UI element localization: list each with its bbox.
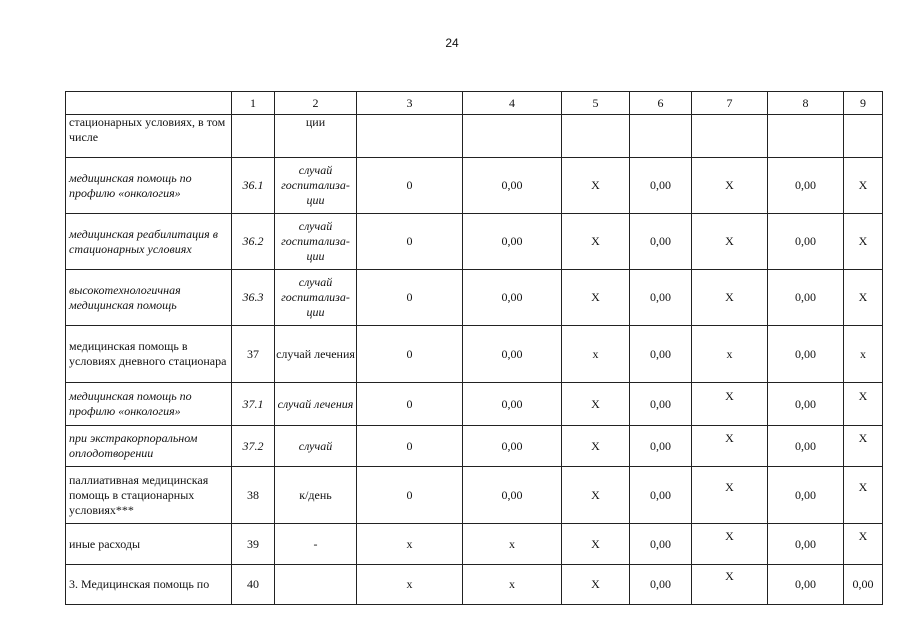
cell-text: 0 xyxy=(406,396,413,411)
cell-text: ции xyxy=(305,115,326,129)
cell-text: X xyxy=(591,234,600,248)
value-cell xyxy=(357,326,463,383)
value-cell xyxy=(630,115,692,158)
unit-cell xyxy=(275,270,357,326)
cell-text: 0,00 xyxy=(795,290,816,304)
value-cell xyxy=(692,565,768,605)
cell-text: X xyxy=(858,479,868,494)
code-cell xyxy=(232,467,275,524)
cell-text: 36.1 xyxy=(242,178,264,192)
value-cell xyxy=(463,467,562,524)
table-row xyxy=(66,326,883,383)
cell-text: X xyxy=(591,396,600,411)
row-label: 3. Медицинская помощь по xyxy=(66,565,232,605)
cell-text: X xyxy=(725,234,734,248)
cell-text: 0,00 xyxy=(795,536,816,551)
cell-text: 0,00 xyxy=(501,234,523,248)
value-cell xyxy=(562,115,630,158)
cell-text: X xyxy=(591,536,600,551)
unit-cell xyxy=(275,326,357,383)
row-label: паллиативная медицинская помощь в стационарных условиях*** xyxy=(66,467,232,524)
cell-text: X xyxy=(591,178,600,192)
cell-text: 0,00 xyxy=(501,438,523,453)
table-row xyxy=(66,270,883,326)
cell-text: x xyxy=(509,577,515,591)
value-cell xyxy=(463,326,562,383)
value-cell xyxy=(562,158,630,214)
cell-text: X xyxy=(858,178,868,192)
header-cell: 9 xyxy=(844,92,883,115)
value-cell xyxy=(630,158,692,214)
cell-text: X xyxy=(725,178,734,192)
value-cell xyxy=(844,426,883,467)
row-label: стационарных условиях, в том числе xyxy=(66,115,232,158)
value-cell xyxy=(844,115,883,158)
row-label: медицинская помощь по профилю «онкология» xyxy=(66,383,232,426)
value-cell xyxy=(562,565,630,605)
table-row xyxy=(66,214,883,270)
value-cell xyxy=(357,565,463,605)
cell-text: случай госпитализа-ции xyxy=(281,163,350,207)
cell-text: X xyxy=(725,430,734,445)
value-cell xyxy=(630,467,692,524)
cell-text: X xyxy=(725,388,734,403)
code-cell xyxy=(232,524,275,565)
cell-text: X xyxy=(858,234,868,248)
value-cell xyxy=(357,383,463,426)
unit-cell xyxy=(275,467,357,524)
cell-text: 0,00 xyxy=(650,346,671,361)
header-cell: 6 xyxy=(630,92,692,115)
header-cell: 7 xyxy=(692,92,768,115)
cell-text: X xyxy=(858,290,868,304)
cell-text: 0,00 xyxy=(501,487,523,502)
cell-text: 0,00 xyxy=(650,290,671,304)
cell-text: 0,00 xyxy=(501,178,523,192)
value-cell xyxy=(768,115,844,158)
value-cell xyxy=(630,426,692,467)
code-cell xyxy=(232,158,275,214)
cell-text: 0 xyxy=(406,234,413,248)
value-cell xyxy=(630,565,692,605)
value-cell xyxy=(844,158,883,214)
value-cell xyxy=(692,158,768,214)
cell-text: 0,00 xyxy=(650,577,671,591)
data-table xyxy=(65,91,883,605)
row-label: медицинская реабилитация в стационарных условиях xyxy=(66,214,232,270)
cell-text: 37 xyxy=(247,346,259,361)
value-cell xyxy=(844,326,883,383)
value-cell xyxy=(630,383,692,426)
cell-text: X xyxy=(591,577,600,591)
value-cell xyxy=(357,158,463,214)
value-cell xyxy=(692,383,768,426)
table-row xyxy=(66,158,883,214)
cell-text: - xyxy=(313,536,318,551)
value-cell xyxy=(630,214,692,270)
value-cell xyxy=(357,467,463,524)
value-cell xyxy=(844,270,883,326)
cell-text: случай госпитализа-ции xyxy=(281,219,350,263)
unit-cell xyxy=(275,214,357,270)
cell-text: случай госпитализа-ции xyxy=(281,275,350,319)
value-cell xyxy=(844,524,883,565)
value-cell xyxy=(357,426,463,467)
value-cell xyxy=(357,524,463,565)
cell-text: x xyxy=(406,577,413,591)
value-cell xyxy=(463,270,562,326)
value-cell xyxy=(768,565,844,605)
row-label: высокотехнологичная медицинская помощь xyxy=(66,270,232,326)
cell-text: X xyxy=(858,388,868,403)
value-cell xyxy=(844,214,883,270)
row-label: медицинская помощь по профилю «онкология» xyxy=(66,158,232,214)
value-cell xyxy=(768,270,844,326)
value-cell xyxy=(463,565,562,605)
cell-text: 36.2 xyxy=(242,234,264,248)
unit-cell xyxy=(275,115,357,158)
header-cell: 8 xyxy=(768,92,844,115)
value-cell xyxy=(562,214,630,270)
row-label: иные расходы xyxy=(66,524,232,565)
value-cell xyxy=(692,115,768,158)
value-cell xyxy=(768,383,844,426)
header-cell: 1 xyxy=(232,92,275,115)
table-row xyxy=(66,565,883,605)
header-cell: 5 xyxy=(562,92,630,115)
table-row xyxy=(66,383,883,426)
cell-text: 38 xyxy=(247,487,259,502)
cell-text: X xyxy=(858,430,868,445)
cell-text: x xyxy=(860,346,866,361)
value-cell xyxy=(562,524,630,565)
value-cell xyxy=(630,326,692,383)
cell-text: 0 xyxy=(406,178,413,192)
value-cell xyxy=(768,326,844,383)
code-cell xyxy=(232,326,275,383)
header-cell xyxy=(66,92,232,115)
unit-cell xyxy=(275,524,357,565)
value-cell xyxy=(630,524,692,565)
value-cell xyxy=(463,214,562,270)
value-cell xyxy=(692,524,768,565)
cell-text: 0,00 xyxy=(650,487,671,502)
cell-text: 39 xyxy=(247,536,259,551)
value-cell xyxy=(562,383,630,426)
unit-cell xyxy=(275,565,357,605)
row-label: при экстракорпоральном оплодотворении xyxy=(66,426,232,467)
cell-text: X xyxy=(858,528,868,543)
cell-text: 37.1 xyxy=(242,396,264,411)
value-cell xyxy=(692,326,768,383)
value-cell xyxy=(768,214,844,270)
cell-text: X xyxy=(591,290,600,304)
code-cell xyxy=(232,426,275,467)
value-cell xyxy=(463,426,562,467)
cell-text: x xyxy=(509,536,515,551)
cell-text: 0,00 xyxy=(501,346,523,361)
cell-text: 0,00 xyxy=(650,234,671,248)
value-cell xyxy=(844,467,883,524)
cell-text: 0,00 xyxy=(795,577,816,591)
cell-text: случай лечения xyxy=(277,396,354,411)
value-cell xyxy=(357,270,463,326)
header-cell: 3 xyxy=(357,92,463,115)
cell-text: 0,00 xyxy=(650,178,671,192)
value-cell xyxy=(692,214,768,270)
value-cell xyxy=(562,467,630,524)
value-cell xyxy=(562,426,630,467)
cell-text: X xyxy=(591,438,600,453)
cell-text: 0,00 xyxy=(795,487,816,502)
cell-text: X xyxy=(591,487,600,502)
value-cell xyxy=(357,115,463,158)
cell-text: 0,00 xyxy=(650,438,671,453)
value-cell xyxy=(562,270,630,326)
cell-text: X xyxy=(725,290,734,304)
table-row xyxy=(66,426,883,467)
value-cell xyxy=(768,467,844,524)
cell-text: 36.3 xyxy=(242,290,264,304)
value-cell xyxy=(463,524,562,565)
value-cell xyxy=(630,270,692,326)
value-cell xyxy=(844,383,883,426)
cell-text: 0,00 xyxy=(650,396,671,411)
header-row xyxy=(66,92,883,115)
table-row xyxy=(66,467,883,524)
cell-text: 0,00 xyxy=(501,396,523,411)
value-cell xyxy=(768,426,844,467)
cell-text: 0,00 xyxy=(795,396,816,411)
cell-text: X xyxy=(725,569,734,583)
row-label: медицинская помощь в условиях дневного стационара xyxy=(66,326,232,383)
cell-text: X xyxy=(725,528,734,543)
table-row xyxy=(66,115,883,158)
value-cell xyxy=(357,214,463,270)
cell-text: x xyxy=(592,346,599,361)
cell-text: 0 xyxy=(406,346,413,361)
unit-cell xyxy=(275,383,357,426)
cell-text: 0,00 xyxy=(852,577,874,591)
code-cell xyxy=(232,214,275,270)
code-cell xyxy=(232,270,275,326)
cell-text: случай лечения xyxy=(276,346,355,361)
header-cell: 2 xyxy=(275,92,357,115)
value-cell xyxy=(768,524,844,565)
cell-text: x xyxy=(406,536,413,551)
value-cell xyxy=(768,158,844,214)
table-row xyxy=(66,524,883,565)
value-cell xyxy=(844,565,883,605)
value-cell xyxy=(562,326,630,383)
value-cell xyxy=(463,158,562,214)
value-cell xyxy=(692,270,768,326)
cell-text: к/день xyxy=(299,487,332,502)
header-cell: 4 xyxy=(463,92,562,115)
cell-text: 40 xyxy=(247,577,259,591)
cell-text: 0 xyxy=(406,290,413,304)
value-cell xyxy=(692,426,768,467)
cell-text: 37.2 xyxy=(242,438,264,453)
code-cell xyxy=(232,383,275,426)
cell-text: 0,00 xyxy=(795,438,816,453)
cell-text: x xyxy=(726,346,733,361)
code-cell xyxy=(232,115,275,158)
value-cell xyxy=(463,115,562,158)
value-cell xyxy=(463,383,562,426)
cell-text: случай xyxy=(298,438,333,453)
unit-cell xyxy=(275,158,357,214)
cell-text: X xyxy=(725,479,734,494)
cell-text: 0,00 xyxy=(795,346,816,361)
cell-text: 0 xyxy=(406,438,413,453)
cell-text: 0 xyxy=(406,487,413,502)
cell-text: 0,00 xyxy=(650,536,671,551)
cell-text: 0,00 xyxy=(795,234,816,248)
value-cell xyxy=(692,467,768,524)
cell-text: 0,00 xyxy=(501,290,523,304)
cell-text: 0,00 xyxy=(795,178,816,192)
page-number: 24 xyxy=(445,36,459,50)
code-cell xyxy=(232,565,275,605)
unit-cell xyxy=(275,426,357,467)
